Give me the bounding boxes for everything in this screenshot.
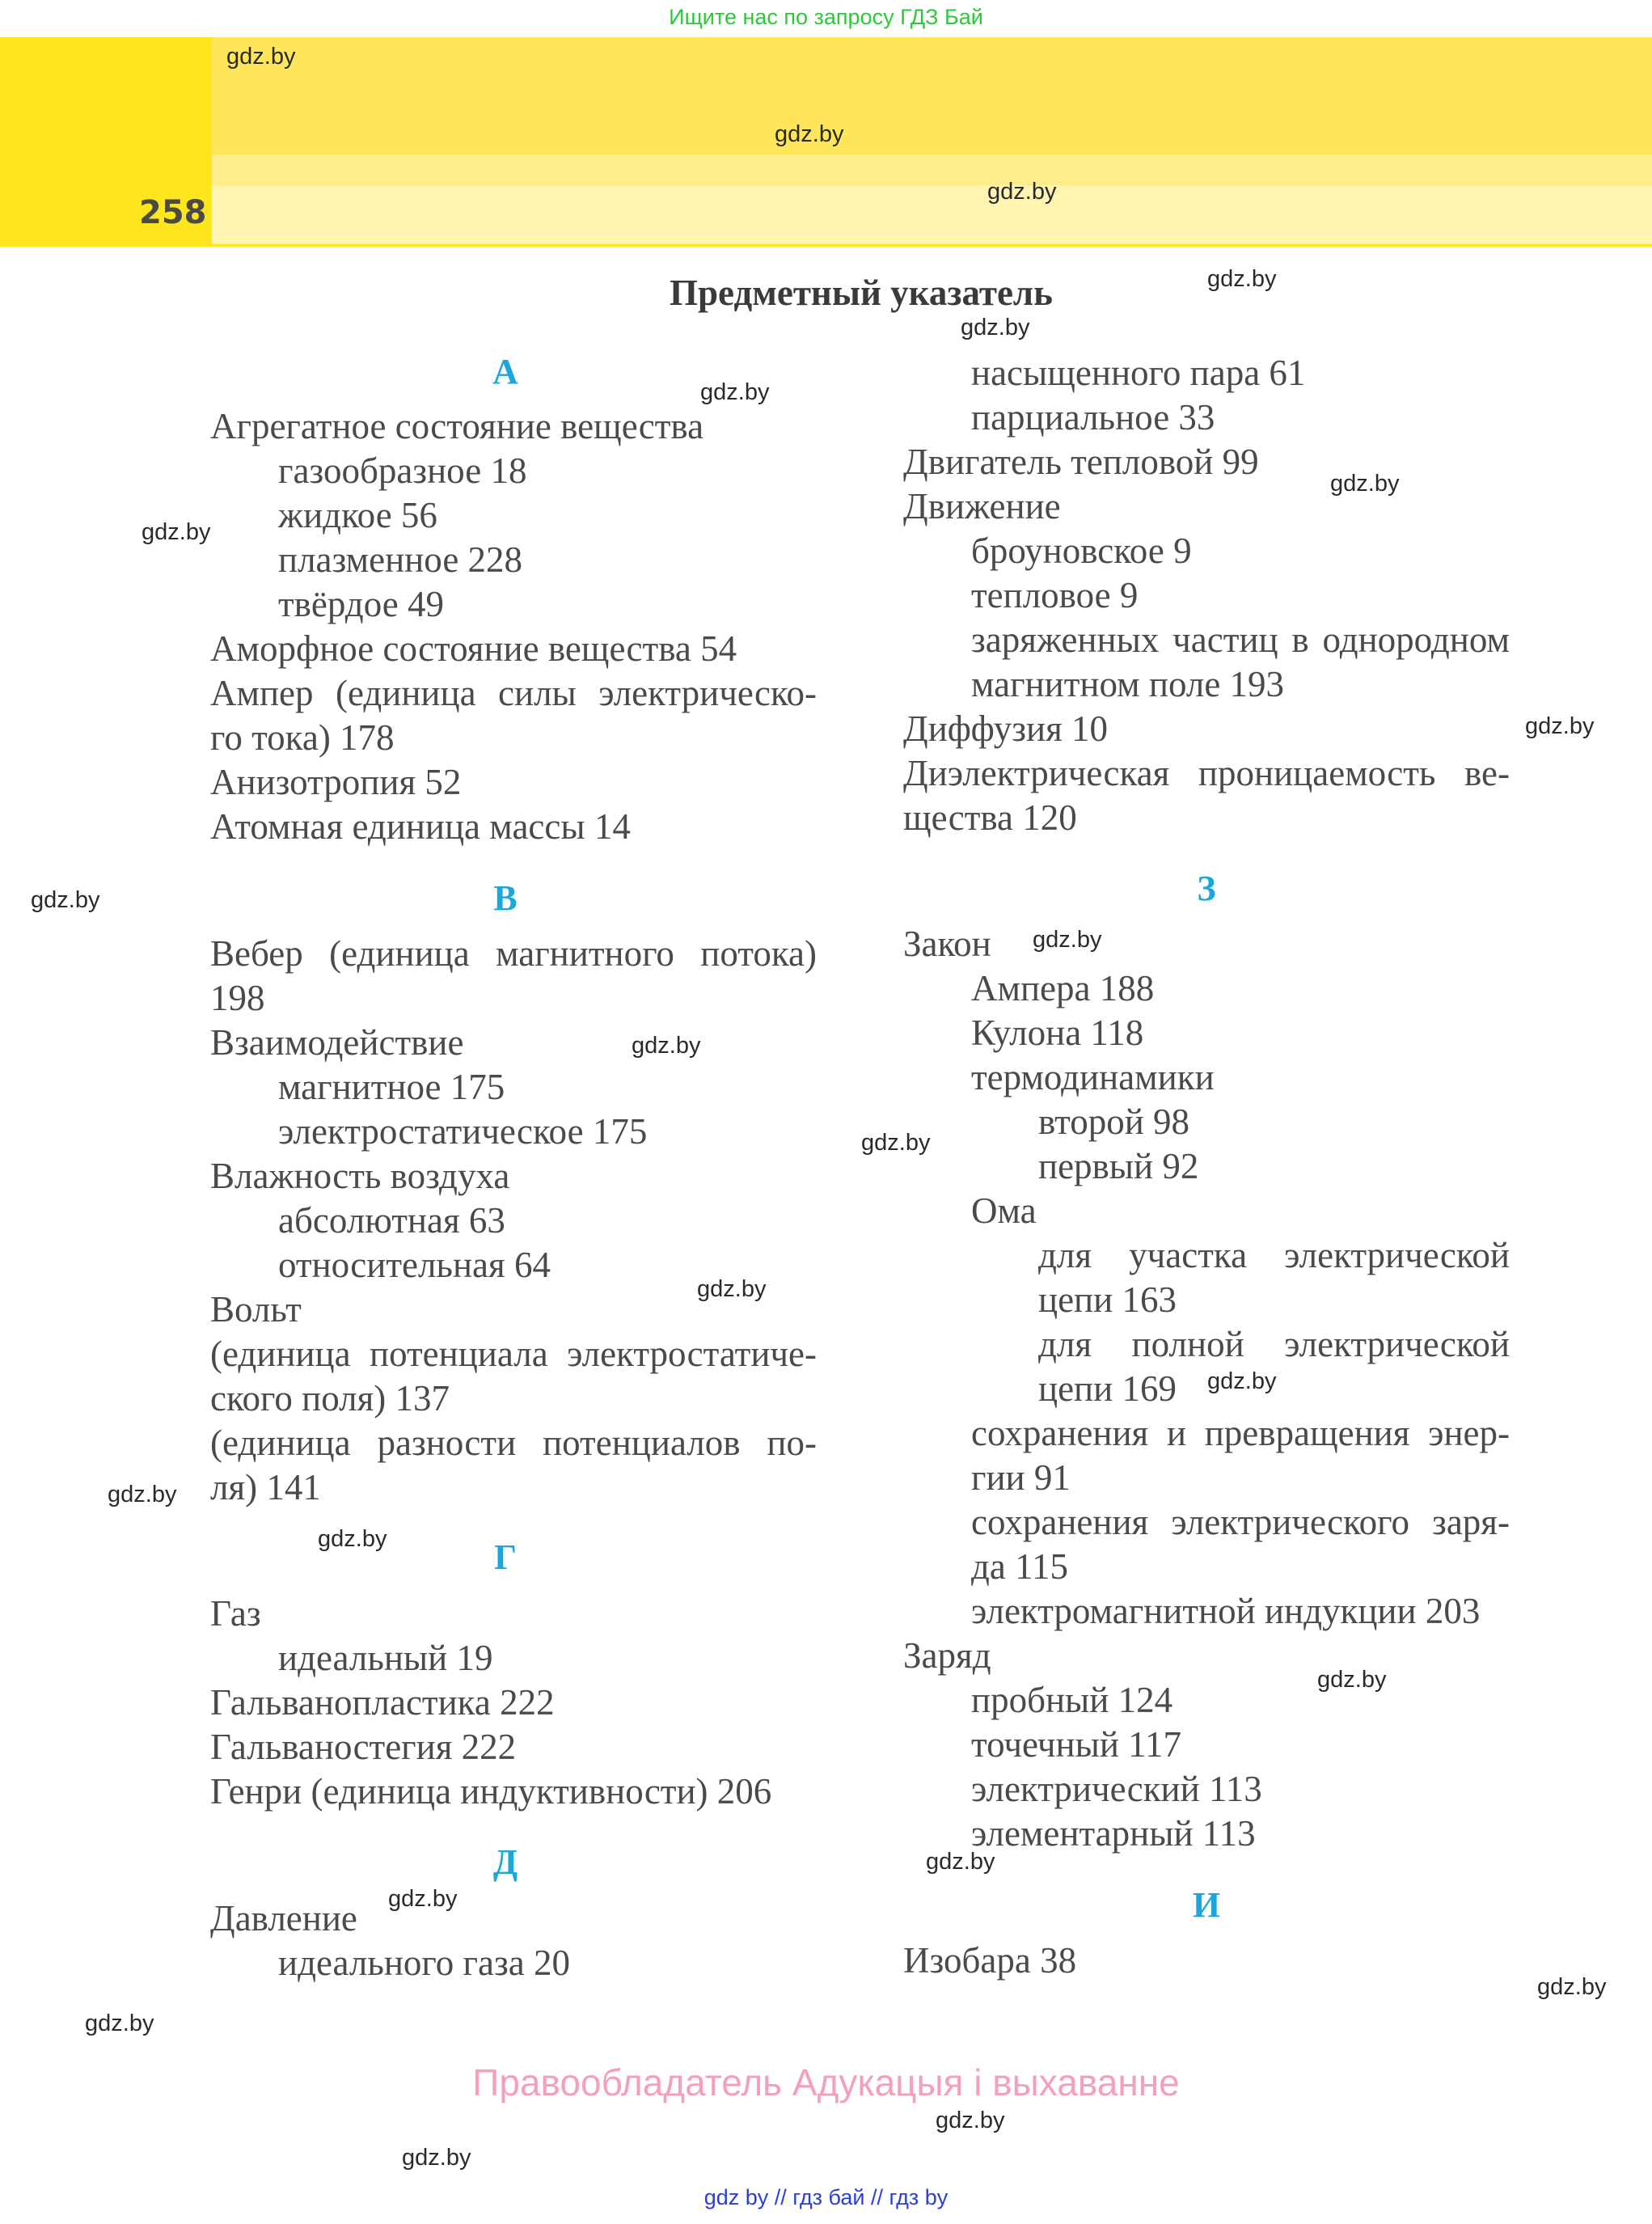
header-divider xyxy=(0,244,1652,247)
watermark: gdz.by xyxy=(31,887,100,913)
watermark: gdz.by xyxy=(318,1526,387,1552)
index-letter-a: А xyxy=(492,352,518,391)
index-subentry: сохранения и превращения энер- xyxy=(971,1413,1510,1453)
watermark: gdz.by xyxy=(775,121,844,147)
page-number: 258 xyxy=(139,194,207,231)
index-subentry: магнитное 175 xyxy=(278,1067,505,1107)
index-entry: Атомная единица массы 14 xyxy=(210,806,631,847)
index-letter-v: В xyxy=(493,878,518,918)
index-entry: Изобара 38 xyxy=(903,1940,1077,1981)
index-subentry-continued: ского поля) 137 xyxy=(210,1378,450,1419)
index-subentry: парциальное 33 xyxy=(971,397,1215,438)
index-subentry-continued: ля) 141 xyxy=(210,1467,321,1507)
copyright-holder-notice: Правообладатель Адукацыя і выхаванне xyxy=(472,2061,1180,2103)
index-subentry: термодинамики xyxy=(971,1057,1215,1097)
watermark: gdz.by xyxy=(402,2145,471,2171)
watermark: gdz.by xyxy=(388,1886,458,1912)
index-entry: Анизотропия 52 xyxy=(210,762,462,802)
index-entry-continued: го тока) 178 xyxy=(210,717,395,758)
watermark: gdz.by xyxy=(936,2108,1005,2133)
footer-links[interactable]: gdz by // гдз бай // гдз by xyxy=(703,2185,949,2209)
index-entry: Газ xyxy=(210,1593,261,1634)
watermark: gdz.by xyxy=(1525,713,1595,739)
index-entry: Диэлектрическая проницаемость ве- xyxy=(903,753,1510,793)
index-subentry: точечный 117 xyxy=(971,1724,1182,1765)
watermark: gdz.by xyxy=(85,2010,154,2036)
index-subentry: идеального газа 20 xyxy=(278,1943,570,1983)
index-subentry: абсолютная 63 xyxy=(278,1200,505,1241)
header-band xyxy=(212,37,1652,154)
watermark: gdz.by xyxy=(861,1130,931,1156)
index-subentry: Кулона 118 xyxy=(971,1013,1144,1053)
index-entry: Ампер (единица силы электрическо- xyxy=(210,673,817,713)
index-subsubentry-continued: цепи 169 xyxy=(1038,1368,1177,1409)
page-title: Предметный указатель xyxy=(670,273,1053,313)
index-entry: Взаимодействие xyxy=(210,1022,464,1063)
watermark: gdz.by xyxy=(142,519,211,545)
index-subsubentry: второй 98 xyxy=(1038,1101,1190,1142)
watermark: gdz.by xyxy=(632,1033,701,1059)
index-subentry: идеальный 19 xyxy=(278,1638,493,1678)
index-subentry-continued: да 115 xyxy=(971,1546,1068,1587)
index-letter-d: Д xyxy=(492,1842,518,1882)
index-subentry: относительная 64 xyxy=(278,1245,551,1285)
index-subentry: пробный 124 xyxy=(971,1680,1173,1720)
watermark: gdz.by xyxy=(700,379,770,405)
watermark: gdz.by xyxy=(961,315,1030,340)
header-band-stripe-light xyxy=(212,185,1652,244)
index-subsubentry: для участка электрической xyxy=(1038,1235,1510,1275)
index-letter-i: И xyxy=(1192,1885,1221,1925)
index-subentry: элементарный 113 xyxy=(971,1813,1256,1854)
index-entry: Генри (единица индуктивности) 206 xyxy=(210,1771,772,1812)
index-entry: Агрегатное состояние вещества xyxy=(210,406,704,446)
index-subentry: (единица разности потенциалов по- xyxy=(210,1423,817,1463)
index-subentry: Ампера 188 xyxy=(971,968,1155,1008)
index-entry: Гальваностегия 222 xyxy=(210,1727,517,1767)
index-subentry: Ома xyxy=(971,1190,1037,1231)
index-entry: Заряд xyxy=(903,1635,991,1676)
header-band-stripe xyxy=(212,154,1652,185)
watermark: gdz.by xyxy=(1207,266,1277,292)
index-entry: Движение xyxy=(903,486,1061,526)
watermark: gdz.by xyxy=(1537,1974,1607,2000)
watermark: gdz.by xyxy=(987,179,1057,205)
index-subsubentry: для полной электрической xyxy=(1038,1324,1510,1364)
index-subentry: сохранения электрического заря- xyxy=(971,1502,1510,1542)
index-subentry: электрический 113 xyxy=(971,1769,1262,1809)
index-entry: Влажность воздуха xyxy=(210,1156,510,1196)
index-subsubentry: первый 92 xyxy=(1038,1146,1199,1186)
index-letter-z: З xyxy=(1197,869,1216,908)
watermark: gdz.by xyxy=(926,1849,995,1875)
index-subentry: броуновское 9 xyxy=(971,531,1192,571)
index-entry: Вольт xyxy=(210,1289,302,1330)
watermark: gdz.by xyxy=(1330,471,1400,497)
watermark: gdz.by xyxy=(697,1276,767,1302)
index-subentry: твёрдое 49 xyxy=(278,584,444,624)
watermark: gdz.by xyxy=(226,44,296,70)
index-entry: Двигатель тепловой 99 xyxy=(903,442,1259,482)
index-entry: Гальванопластика 222 xyxy=(210,1682,555,1723)
watermark: gdz.by xyxy=(1317,1667,1387,1693)
index-letter-g: Г xyxy=(494,1537,517,1577)
index-entry: Давление xyxy=(210,1898,357,1939)
index-subentry: плазменное 228 xyxy=(278,539,523,580)
index-subentry: газообразное 18 xyxy=(278,450,527,491)
index-entry: Закон xyxy=(903,924,991,964)
index-entry: Диффузия 10 xyxy=(903,708,1109,749)
index-subentry-continued: гии 91 xyxy=(971,1457,1071,1498)
index-subentry: электромагнитной индукции 203 xyxy=(971,1591,1481,1631)
index-subsubentry-continued: цепи 163 xyxy=(1038,1279,1177,1320)
index-entry-continued: 198 xyxy=(210,978,265,1018)
search-hint-banner: Ищите нас по запросу ГДЗ Бай xyxy=(669,5,983,29)
watermark: gdz.by xyxy=(1033,927,1102,953)
index-entry-continued: щества 120 xyxy=(903,797,1077,838)
index-subentry: заряженных частиц в однородном xyxy=(971,619,1510,660)
index-entry: Аморфное состояние вещества 54 xyxy=(210,628,737,669)
index-entry: Вебер (единица магнитного потока) xyxy=(210,933,817,974)
index-subentry: (единица потенциала электростатиче- xyxy=(210,1334,817,1374)
index-subentry: электростатическое 175 xyxy=(278,1111,648,1152)
watermark: gdz.by xyxy=(1207,1368,1277,1394)
index-subentry: насыщенного пара 61 xyxy=(971,353,1306,393)
index-subentry: тепловое 9 xyxy=(971,575,1139,615)
index-subentry: жидкое 56 xyxy=(278,495,437,535)
index-subentry-continued: магнитном поле 193 xyxy=(971,664,1285,704)
watermark: gdz.by xyxy=(108,1482,177,1507)
